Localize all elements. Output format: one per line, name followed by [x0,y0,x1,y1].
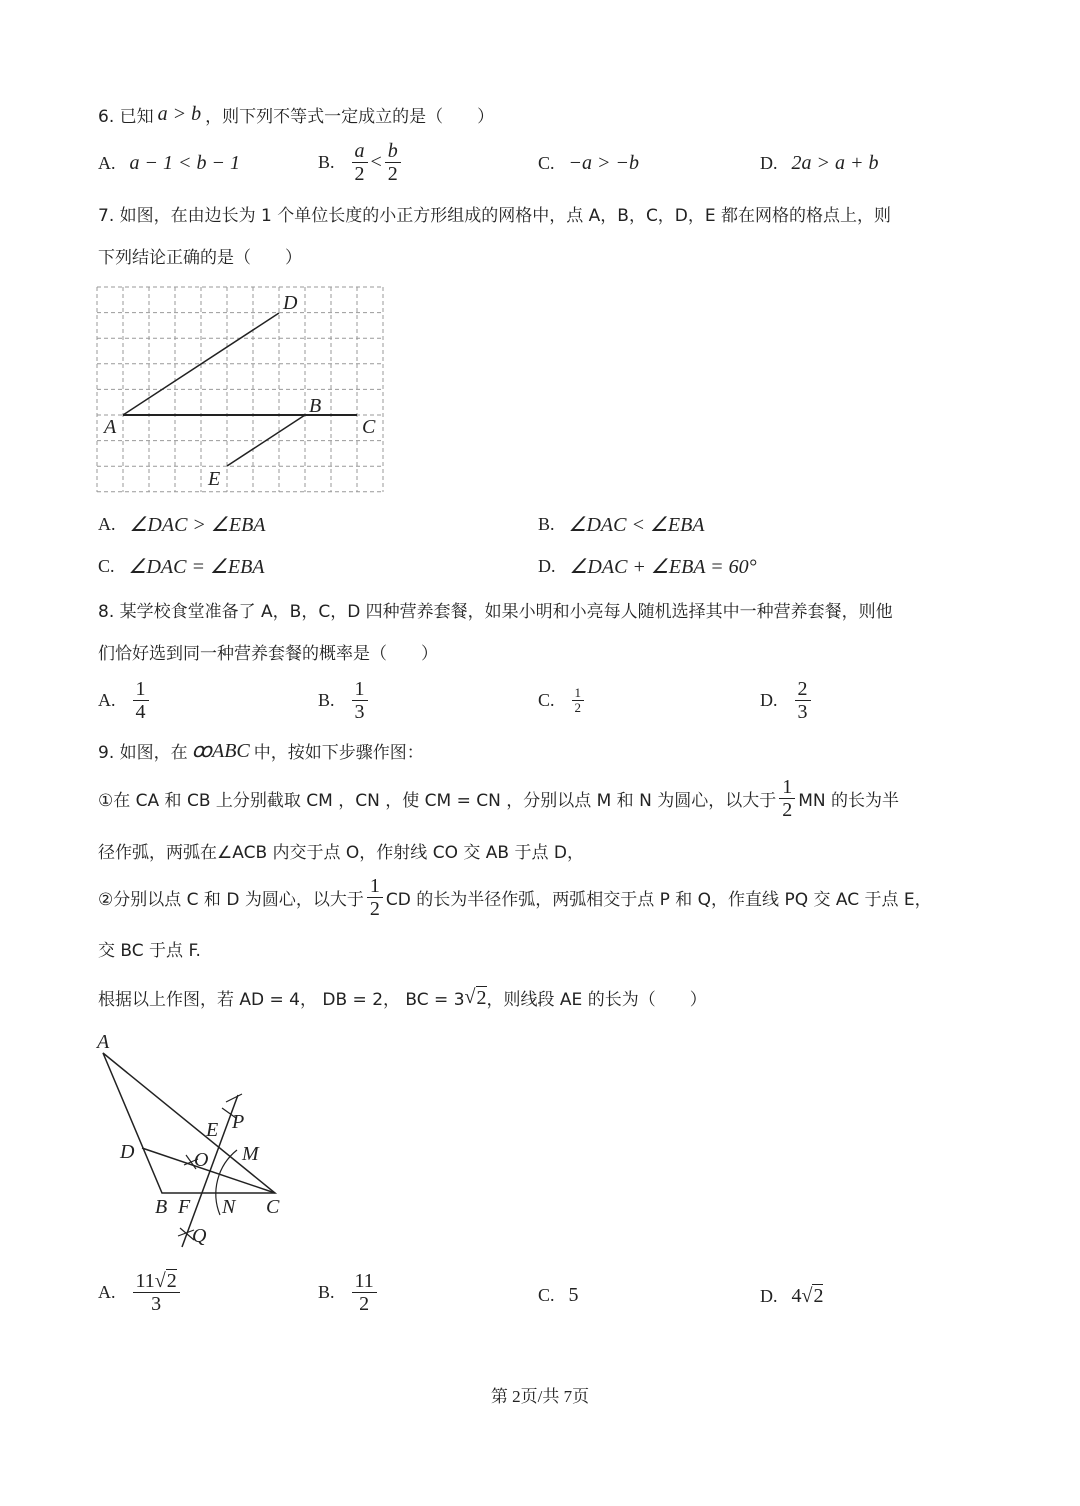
option-label: A. [98,690,116,710]
point-label-a: A [97,1031,110,1053]
line-pq [182,1095,238,1247]
option-label: C. [98,556,115,576]
q9-step2-cont: 交 BC 于点 F. [98,941,201,961]
option-expr: ∠DAC = ∠EBA [128,556,265,578]
point-label-q: Q [192,1225,207,1247]
denominator: 2 [387,163,398,185]
option-expr: 2a > a + b [791,152,879,174]
fraction [572,686,585,715]
fraction [352,678,368,723]
option-label: A. [98,514,116,534]
step1-text-2: MN 的长为半 [798,791,900,811]
option-label: D. [760,153,778,173]
option-label: B. [318,152,335,172]
q7-stem: 7. 如图，在由边长为 1 个单位长度的小正方形组成的网格中，点 A，B，C，D，E 都在网格的格点上，则 [98,206,892,226]
step2-text: ②分别以点 C 和 D 为圆心，以大于 [98,890,364,910]
q9-triangle-figure [0,1020,320,1260]
point-label-e: E [208,468,221,490]
point-label-a: A [104,416,117,438]
point-label-o: O [194,1149,209,1171]
numerator: 1 [367,875,383,898]
q9-option-b[interactable] [318,1270,380,1315]
q8-stem-2: 们恰好选到同一种营养套餐的概率是（ ） [98,644,438,664]
option-expr: a − 1 < b − 1 [129,152,240,174]
fraction-half [367,875,383,920]
option-label: A. [98,1282,116,1302]
q7-grid-figure [0,0,1080,520]
point-label-n: N [222,1196,236,1218]
numerator: 1 [133,678,149,701]
fraction [795,678,811,723]
q7-option-c[interactable] [98,554,265,579]
point-label-f: F [178,1196,191,1218]
denominator: 2 [369,898,380,920]
q9-option-c[interactable] [538,1284,579,1307]
q9-stem-text: 9. 如图，在 [98,743,188,763]
q9-option-a[interactable] [98,1270,183,1315]
q7-stem-2: 下列结论正确的是（ ） [98,248,302,268]
option-label: D. [760,690,778,710]
option-expr: ∠DAC + ∠EBA = 60° [569,556,757,578]
q8-stem: 8. 某学校食堂准备了 A，B，C，D 四种营养套餐，如果小明和小亮每人随机选择其中一种营养套餐，则他 [98,602,893,622]
q9-step1-cont: 径作弧，两弧在∠ACB 内交于点 O，作射线 CO 交 AB 于点 D， [98,843,584,863]
option-label: C. [538,690,555,710]
option-label: A. [98,153,116,173]
option-expr: 5 [568,1284,579,1306]
step1-text: ①在 CA 和 CB 上分别截取 CM ，CN ，使 CM = CN ，分别以点 M 和 N 为圆心，以大于 [98,791,777,811]
q9-stem-text-2: 中，按如下步骤作图： [253,743,424,763]
denominator: 3 [354,701,365,723]
q7-option-d[interactable] [538,554,757,579]
q7-option-b[interactable] [538,512,705,537]
q6-condition: a > b [157,103,202,125]
point-label-b: B [155,1196,168,1218]
denominator: 3 [151,1293,162,1315]
q8-option-b[interactable] [318,678,371,723]
option-expr: ∠DAC < ∠EBA [568,514,705,536]
q8-option-d[interactable] [760,678,814,723]
point-label-m: M [242,1143,259,1165]
radicand: 2 [813,1285,824,1307]
denominator: 2 [782,799,793,821]
q8-option-c[interactable] [538,686,587,715]
numerator: a [352,140,368,163]
q8-option-a[interactable] [98,678,152,723]
numerator: 1 [779,776,795,799]
q9-triangle: ꝏABC [191,740,250,762]
denominator: 2 [354,163,365,185]
option-label: D. [538,556,556,576]
radicand: 2 [166,1270,177,1292]
q9-step1 [98,776,899,821]
fraction [133,678,149,723]
numerator: 11√2 [133,1270,180,1293]
q6-stem-text-2: ，则下列不等式一定成立的是（ ） [205,107,495,127]
q9-step2 [98,875,932,920]
option-label: B. [318,690,335,710]
point-label-c: C [362,416,376,438]
denominator: 3 [797,701,808,723]
fraction-half [779,776,795,821]
point-label-b: B [309,395,322,417]
option-label: B. [318,1282,335,1302]
sqrt-radicand: 2 [476,986,487,1009]
triangle-abc [103,1053,275,1193]
option-label: B. [538,514,555,534]
denominator: 4 [135,701,146,723]
q7-option-a[interactable] [98,512,266,537]
numerator: 11 [352,1270,377,1293]
point-label-c: C [266,1196,280,1218]
q9-option-d[interactable]: D. 4 √ 2 [760,1284,824,1307]
step2-text-2: CD 的长为半径作弧，两弧相交于点 P 和 Q，作直线 PQ 交 AC 于点 E， [385,890,932,910]
option-expr: ∠DAC > ∠EBA [129,514,266,536]
point-label-d: D [120,1141,135,1163]
numerator: 1 [352,678,368,701]
numerator: b [385,140,401,163]
option-label: C. [538,1285,555,1305]
option-label: C. [538,153,555,173]
fraction [133,1270,180,1315]
numerator: 1 [572,686,585,701]
q9-given: 根据以上作图，若 AD = 4， DB = 2， BC = 3 √ 2 ，则线段 AE 的长为（ ） [98,986,707,1010]
fraction [352,1270,377,1315]
given-text: 根据以上作图，若 AD = 4， DB = 2， BC = 3 [98,990,465,1010]
page-footer: 第 2页/共 7页 [490,1387,590,1406]
coefficient: 11 [135,1270,155,1292]
point-label-d: D [283,292,298,314]
denominator: 2 [574,700,582,715]
operator: < [370,151,382,173]
point-label-e: E [206,1119,219,1141]
q9-stem [98,738,424,763]
numerator: 2 [795,678,811,701]
grid-lines [97,287,383,492]
coefficient: 4 [791,1284,802,1307]
given-text-2: ，则线段 AE 的长为（ ） [486,990,707,1010]
point-label-p: P [232,1111,245,1133]
option-expr: −a > −b [568,152,640,174]
q6-stem-text: 6. 已知 [98,107,154,127]
denominator: 2 [359,1293,370,1315]
option-label: D. [760,1285,778,1306]
